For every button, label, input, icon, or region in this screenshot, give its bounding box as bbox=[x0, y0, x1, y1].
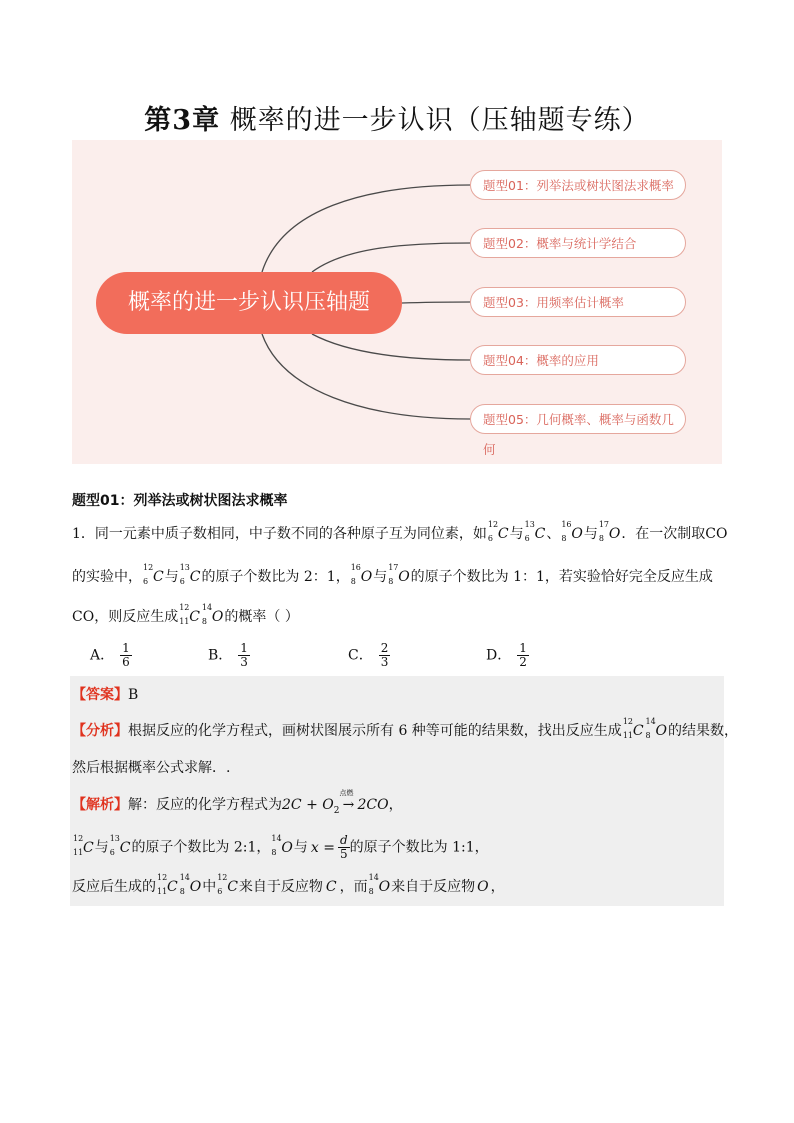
isotope-o16: 16 8 O bbox=[350, 563, 373, 586]
isotope-c12-11: 12 11 C bbox=[73, 833, 94, 857]
isotope-o14: 14 8 O bbox=[368, 873, 391, 896]
choice-b[interactable]: B． $\frac{1}{3}$ bbox=[208, 641, 248, 669]
answer-panel bbox=[70, 676, 724, 906]
connector-1 bbox=[262, 185, 470, 272]
choice-c[interactable]: C． $\frac{2}{3}$ bbox=[348, 641, 389, 669]
question-line-2: 的实验中， 12 6 C与 13 6 C的原子个数比为 2：1， 16 8 O与 17 8 O的原子个数比为 1：1，若实验恰好完全反应生成 bbox=[72, 563, 713, 586]
solution-line-3: 反应后生成的 12 11 C 14 8 O中 12 6 C来自于反应物 C ，而 14 8 O来自于反应物 O ， bbox=[72, 873, 505, 896]
isotope-o14: 14 8 O bbox=[201, 603, 224, 626]
branch-type02: 题型02：概率与统计学结合 bbox=[470, 228, 686, 258]
analysis-line-1: 【分析】根据反应的化学方程式，画树状图展示所有 6 种等可能的结果数，找出反应生成 12 11 C 14 8 O的结果数， bbox=[72, 717, 739, 740]
isotope-c12: 12 6 C bbox=[217, 873, 238, 896]
answer-line bbox=[72, 684, 138, 704]
branch-type05: 题型05：几何概率、概率与函数几何 bbox=[470, 404, 686, 434]
page-title bbox=[0, 98, 794, 137]
solution-tag: 【解析】 bbox=[72, 797, 128, 813]
choice-d[interactable]: D． $\frac{1}{2}$ bbox=[486, 641, 527, 669]
connector-3 bbox=[402, 302, 470, 303]
question-line-1: 1．同一元素中质子数相同，中子数不同的各种原子互为同位素，如 12 6 C与 13 6 C、 16 8 O与 17 8 O．在一次制取CO bbox=[72, 520, 728, 543]
answer-value: B bbox=[128, 687, 139, 703]
solution-line-1: 【解析】解：反应的化学方程式为$2C + O_2$ 点燃 → 2CO， bbox=[72, 789, 403, 816]
solution-line-2: 12 11 C与 13 6 C的原子个数比为 2:1， 14 8 O与 x = $\frac{d}{5}$ 的原子个数比为 1:1， bbox=[73, 833, 489, 861]
branch-type03: 题型03：用频率估计概率 bbox=[470, 287, 686, 317]
isotope-c12-11: 12 11 C bbox=[157, 873, 178, 896]
question-line-3: CO，则反应生成 12 11 C 14 8 O的概率（ ） bbox=[72, 603, 299, 626]
connector-2 bbox=[312, 243, 470, 272]
isotope-c12-11: 12 11 C bbox=[622, 717, 644, 740]
chapter-number: 第3章 bbox=[144, 105, 221, 136]
isotope-o17: 17 8 O bbox=[598, 520, 621, 543]
isotope-o14: 14 8 O bbox=[179, 873, 202, 896]
branch-type04: 题型04：概率的应用 bbox=[470, 345, 686, 375]
connector-5 bbox=[262, 334, 470, 419]
isotope-o14: 14 8 O bbox=[645, 717, 668, 740]
isotope-o14: 14 8 O bbox=[271, 833, 293, 857]
isotope-c13: 13 6 C bbox=[179, 563, 201, 586]
isotope-c12-11: 12 11 C bbox=[179, 603, 200, 626]
analysis-line-2: 然后根据概率公式求解．. bbox=[72, 760, 231, 776]
isotope-o17: 17 8 O bbox=[388, 563, 410, 586]
isotope-o16: 16 8 O bbox=[561, 520, 583, 543]
mind-map-root: 概率的进一步认识压轴题 bbox=[96, 272, 402, 334]
isotope-c13: 13 6 C bbox=[109, 833, 131, 857]
analysis-tag: 【分析】 bbox=[72, 723, 128, 739]
mind-map bbox=[72, 140, 722, 464]
section-heading: 题型01：列举法或树状图法求概率 bbox=[72, 493, 288, 509]
branch-type01: 题型01：列举法或树状图法求概率 bbox=[470, 170, 686, 200]
isotope-c12: 12 6 C bbox=[487, 520, 509, 543]
choice-a[interactable]: A． $\frac{1}{6}$ bbox=[90, 641, 130, 669]
isotope-c12: 12 6 C bbox=[143, 563, 164, 586]
answer-tag: 【答案】 bbox=[72, 687, 128, 703]
chapter-title: 概率的进一步认识（压轴题专练） bbox=[229, 105, 650, 136]
connector-4 bbox=[312, 334, 470, 360]
isotope-c13: 13 6 C bbox=[524, 520, 546, 543]
